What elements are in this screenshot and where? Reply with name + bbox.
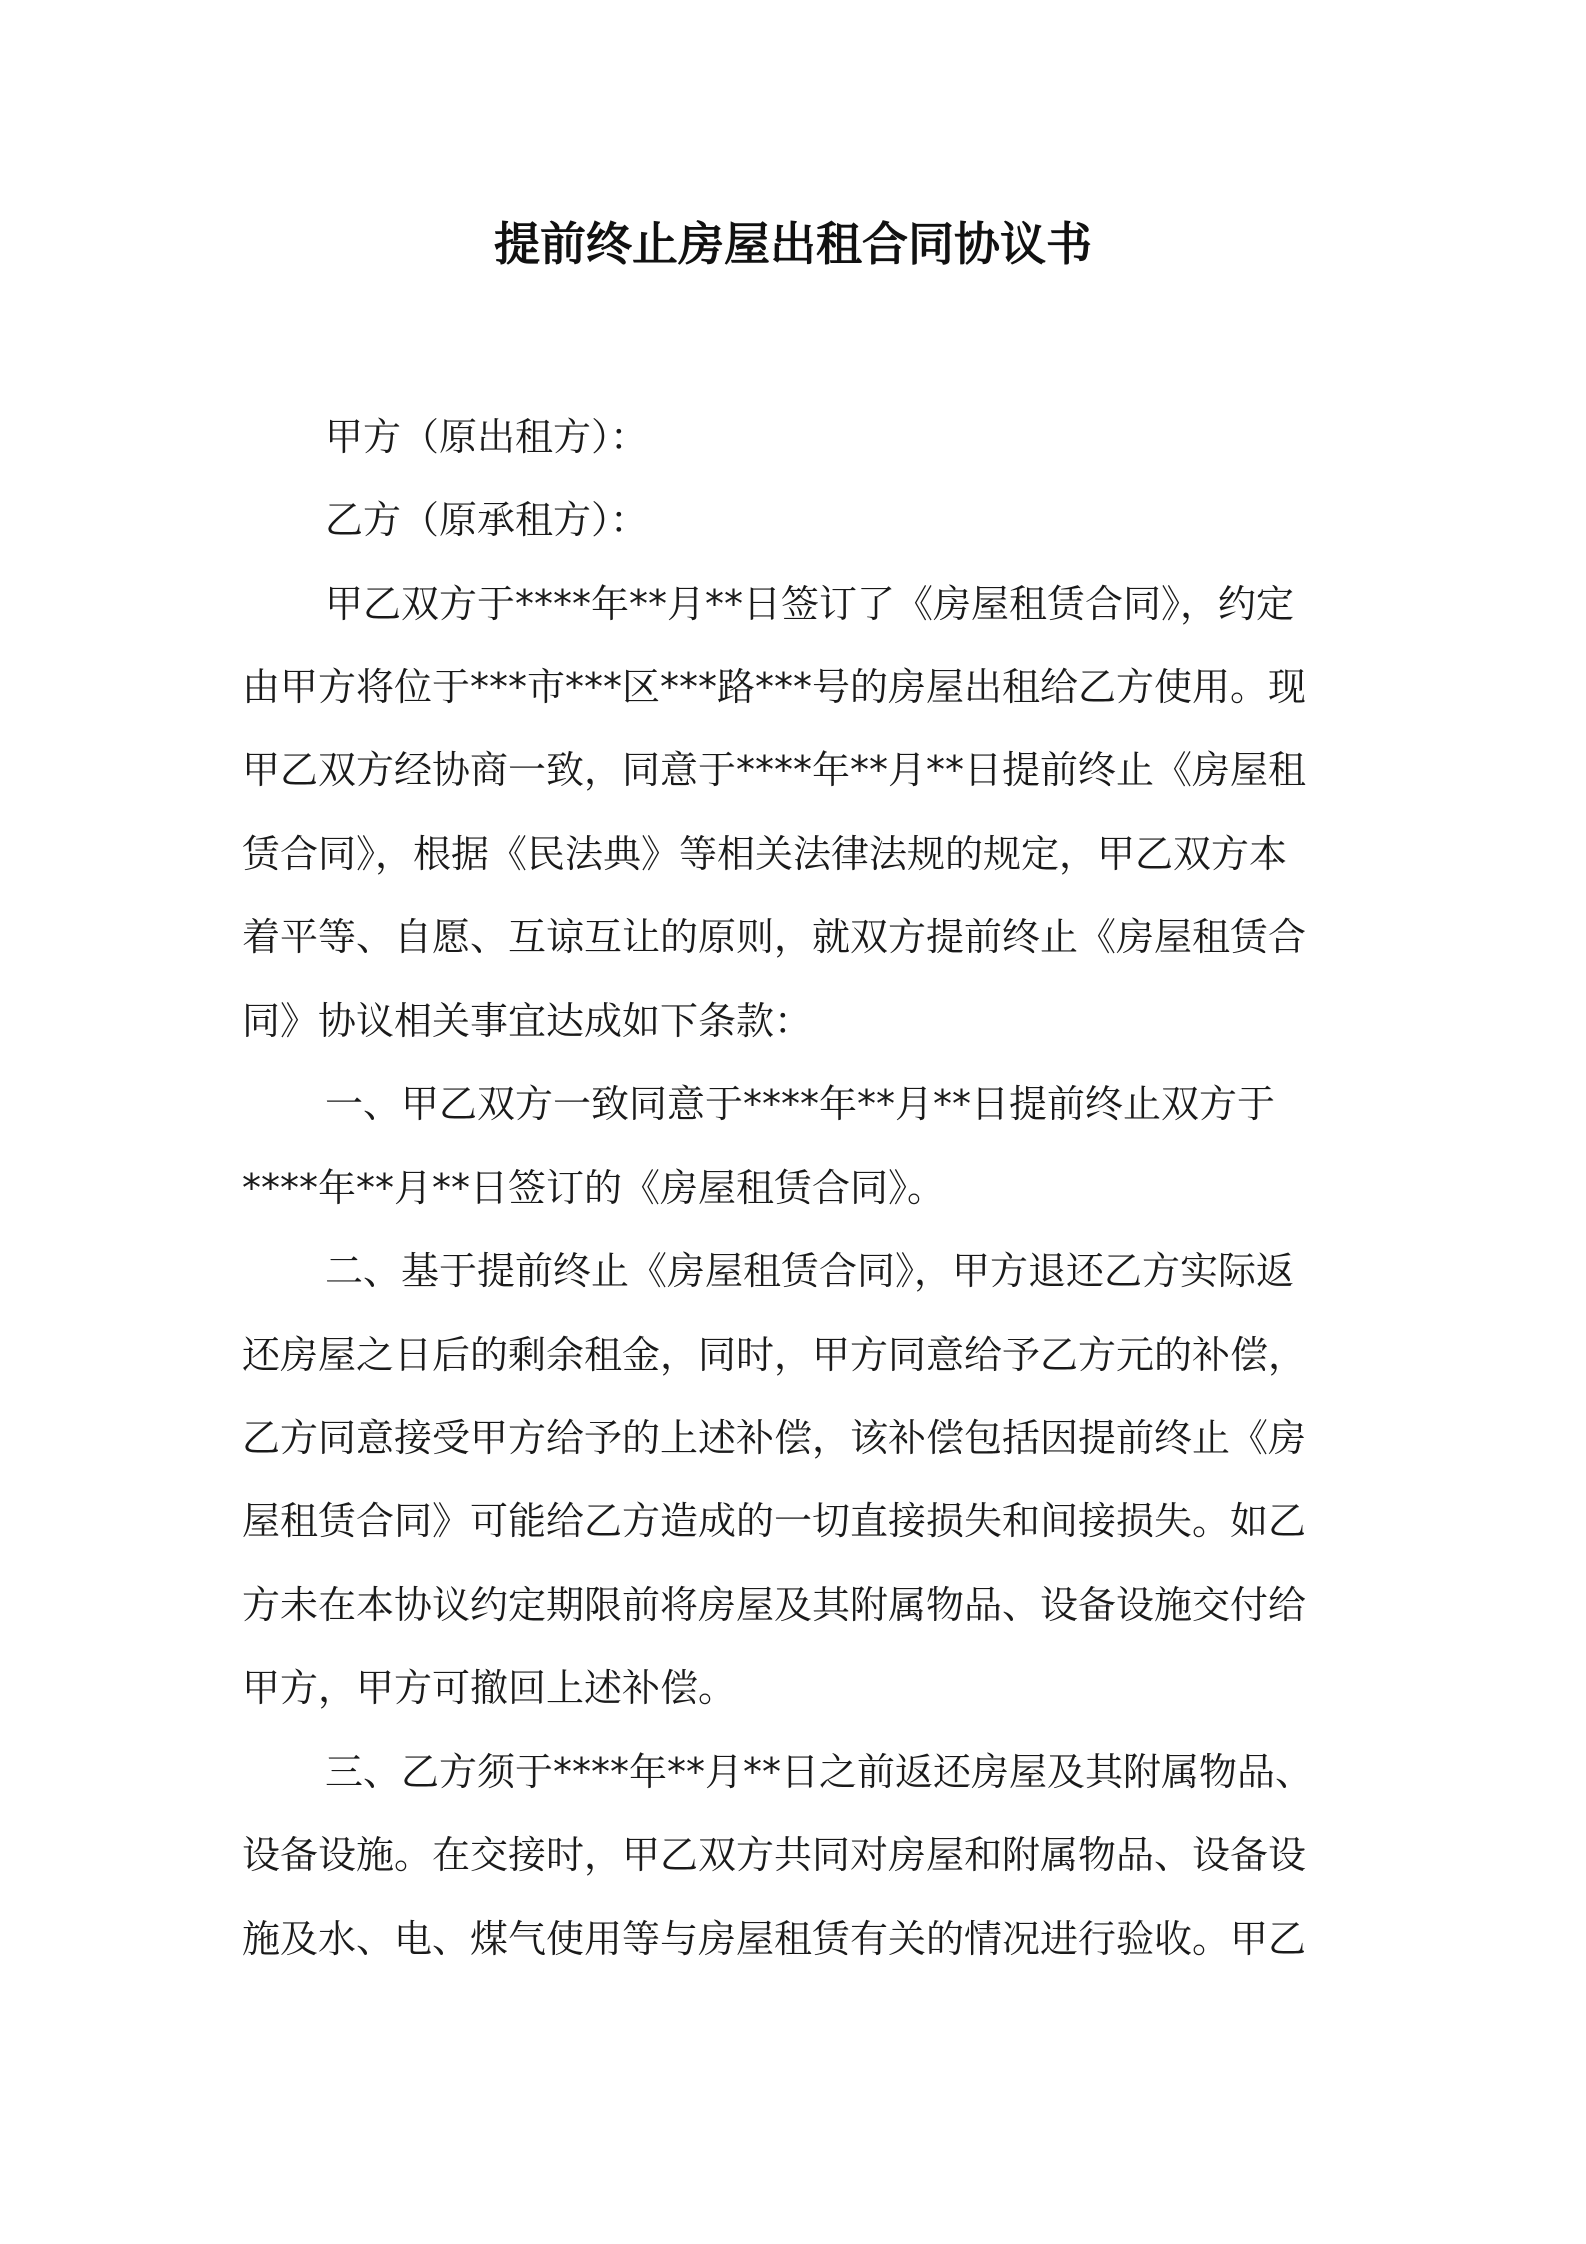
clause-two-line: 屋租赁合同》可能给乙方造成的一切直接损失和间接损失。如乙 (242, 1499, 1307, 1543)
clause-three-line: 设备设施。在交接时，甲乙双方共同对房屋和附属物品、设备设 (242, 1833, 1307, 1877)
clause-one-line: 一、甲乙双方一致同意于****年**月**日提前终止双方于 (325, 1082, 1276, 1126)
paragraph-line: 同》协议相关事宜达成如下条款： (242, 999, 813, 1043)
party-b-line: 乙方（原承租方）： (325, 498, 649, 542)
clause-one-line: ****年**月**日签订的《房屋租赁合同》。 (242, 1166, 946, 1210)
clause-two-line: 还房屋之日后的剩余租金，同时，甲方同意给予乙方元的补偿， (242, 1333, 1307, 1377)
paragraph-line: 赁合同》，根据《民法典》等相关法律法规的规定，甲乙双方本 (242, 832, 1288, 876)
clause-two-line: 乙方同意接受甲方给予的上述补偿，该补偿包括因提前终止《房 (242, 1416, 1307, 1460)
paragraph-line: 由甲方将位于***市***区***路***号的房屋出租给乙方使用。现 (242, 665, 1307, 709)
party-a-line: 甲方（原出租方）： (325, 415, 649, 459)
paragraph-line: 着平等、自愿、互谅互让的原则，就双方提前终止《房屋租赁合 (242, 915, 1307, 959)
clause-two-line: 二、基于提前终止《房屋租赁合同》，甲方退还乙方实际返 (325, 1249, 1295, 1293)
document-title: 提前终止房屋出租合同协议书 (494, 217, 1092, 271)
paragraph-line: 甲乙双方经协商一致，同意于****年**月**日提前终止《房屋租 (242, 748, 1307, 792)
clause-two-line: 方未在本协议约定期限前将房屋及其附属物品、设备设施交付给 (242, 1583, 1307, 1627)
clause-two-line: 甲方，甲方可撤回上述补偿。 (242, 1666, 737, 1710)
clause-three-line: 施及水、电、煤气使用等与房屋租赁有关的情况进行验收。甲乙 (242, 1917, 1307, 1961)
clause-three-line: 三、乙方须于****年**月**日之前返还房屋及其附属物品、 (325, 1750, 1314, 1794)
paragraph-line: 甲乙双方于****年**月**日签订了《房屋租赁合同》，约定 (325, 582, 1295, 626)
